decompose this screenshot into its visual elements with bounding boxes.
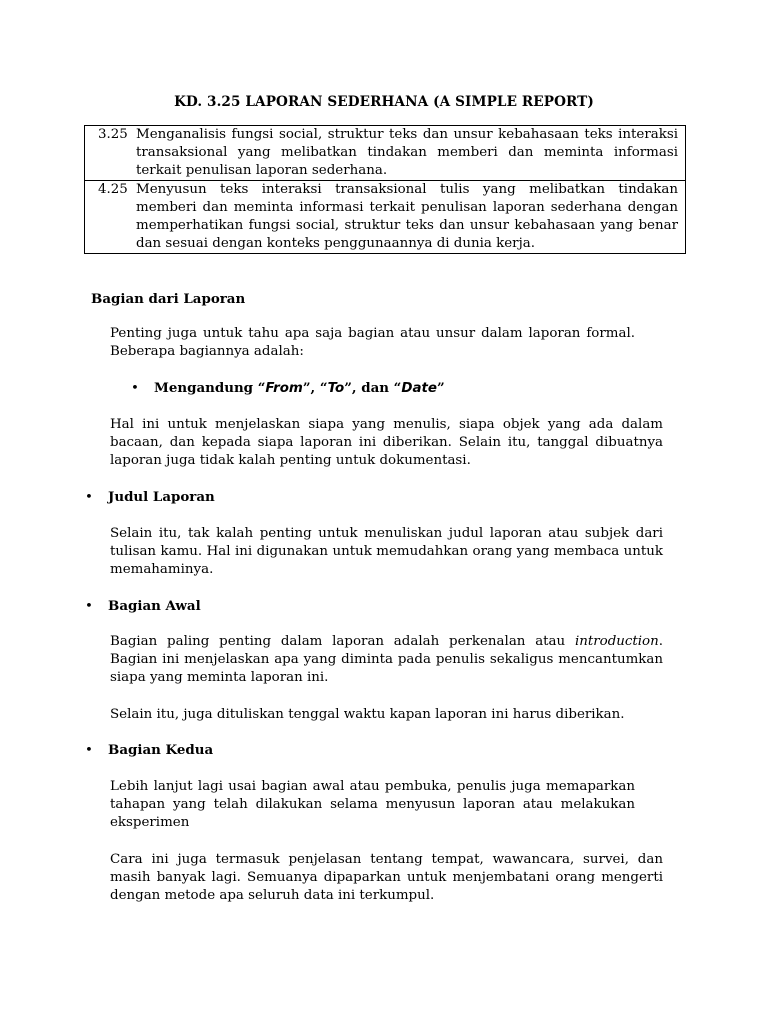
bullet-icon: •: [85, 490, 93, 505]
competency-entry: [98, 181, 678, 253]
competency-number: 3.25: [98, 127, 128, 142]
bullet-icon: •: [131, 381, 139, 396]
competency-row: [85, 126, 686, 181]
label-prefix: Mengandung “: [154, 380, 266, 396]
competency-cell: [85, 126, 686, 181]
competency-row: [85, 181, 686, 254]
bagian-kedua-paragraph-2: Cara ini juga termasuk penjelasan tentang tempat, wawancara, survei, dan masih banyak lagi. Semuanya dipaparkan untuk menjembatani orang mengerti dengan metode apa seluruh data ini terkumpul.: [110, 852, 663, 903]
bullet-label: Bagian Kedua: [108, 742, 214, 758]
label-separator: ”, “: [302, 380, 328, 396]
paragraph-text: Bagian paling penting dalam laporan adalah perkenalan atau: [110, 634, 575, 649]
paragraph-italic-term: introduction: [574, 634, 659, 649]
section-intro-paragraph: Penting juga untuk tahu apa saja bagian atau unsur dalam laporan formal. Beberapa bagiannya adalah:: [110, 326, 635, 359]
bagian-kedua-paragraph: Lebih lanjut lagi usai bagian awal atau pembuka, penulis juga memaparkan tahapan yang telah dilakukan selama menyusun laporan atau melakukan eksperimen: [110, 779, 635, 830]
label-suffix: ”: [437, 380, 445, 396]
competency-table: [84, 125, 686, 254]
bullet-label: Bagian Awal: [108, 598, 201, 614]
bullet-item-bagian-awal: [85, 597, 201, 616]
bullet-item-bagian-kedua: [85, 741, 213, 760]
term-from: From: [265, 381, 303, 396]
bagian-awal-paragraph-2: Selain itu, juga dituliskan tenggal waktu kapan laporan ini harus diberikan.: [110, 707, 625, 722]
bagian-awal-paragraph: [110, 633, 663, 687]
competency-text: Menganalisis fungsi social, struktur teks dan unsur kebahasaan teks interaksi transaksional yang melibatkan tindakan memberi dan meminta informasi terkait penulisan laporan sederhana.: [136, 127, 678, 178]
competency-cell: [85, 181, 686, 254]
competency-entry: [98, 126, 678, 180]
section-heading: Bagian dari Laporan: [91, 291, 246, 307]
from-to-date-paragraph: Hal ini untuk menjelaskan siapa yang menulis, siapa objek yang ada dalam bacaan, dan kepada siapa laporan ini diberikan. Selain itu, tanggal dibuatnya laporan juga tidak kalah penting untuk dokumentasi.: [110, 417, 663, 468]
document-title: KD. 3.25 LAPORAN SEDERHANA (A SIMPLE REPORT): [174, 94, 594, 110]
competency-number: 4.25: [98, 182, 128, 197]
bullet-label: [154, 379, 445, 398]
term-date: Date: [401, 381, 438, 396]
term-to: To: [327, 381, 345, 396]
bullet-item-from-to-date: [131, 379, 445, 398]
bullet-icon: •: [85, 743, 93, 758]
bullet-icon: •: [85, 599, 93, 614]
paragraph-text: . Bagian ini menjelaskan apa yang diminta pada penulis sekaligus mencantumkan siapa yang meminta laporan ini.: [110, 634, 663, 685]
bullet-item-judul-laporan: [85, 488, 215, 507]
bullet-label: Judul Laporan: [108, 489, 215, 505]
judul-laporan-paragraph: Selain itu, tak kalah penting untuk menuliskan judul laporan atau subjek dari tulisan kamu. Hal ini digunakan untuk memudahkan orang yang membaca untuk memahaminya.: [110, 526, 663, 577]
competency-text: Menyusun teks interaksi transaksional tulis yang melibatkan tindakan memberi dan meminta informasi terkait penulisan laporan sederhana dengan memperhatikan fungsi social, struktur teks dan unsur kebahasaan yang benar dan sesuai dengan konteks penggunaannya di dunia kerja.: [136, 182, 678, 251]
label-separator: ”, dan “: [344, 380, 402, 396]
